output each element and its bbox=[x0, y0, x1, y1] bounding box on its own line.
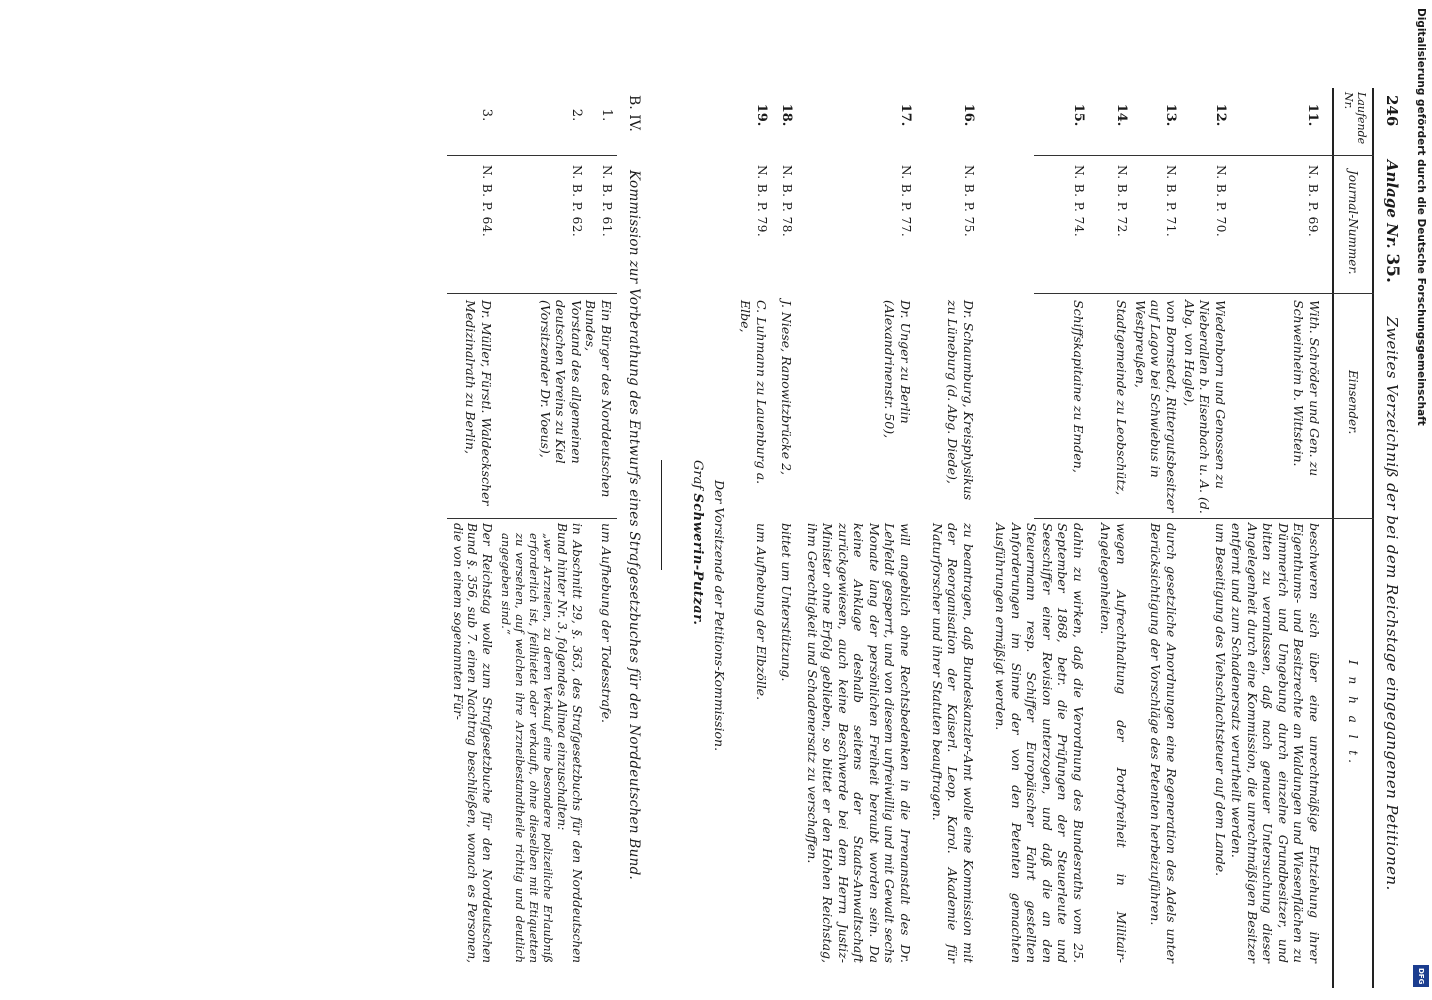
row-number: 12. bbox=[1213, 103, 1228, 127]
sender: Dr. Unger zu Berlin (Alexandrinenstr. 50), bbox=[882, 300, 913, 439]
content: Der Reichstag wolle zum Strafgesetzbuche für den Norddeutschen Bund §. 356, sub 7. einen Nachtrag beschließen, wonach es Personen, die von einem sogenannten Für- bbox=[451, 523, 494, 963]
col-header-inhalt: I n h a l t. bbox=[1346, 660, 1360, 767]
signature-name: Schwerin-Putzar. bbox=[690, 493, 705, 626]
row-number: 1. bbox=[599, 108, 614, 122]
page-header bbox=[1378, 95, 1402, 975]
col-rule-1 bbox=[1034, 155, 1374, 156]
journal-number: N. B. P. 64. bbox=[480, 165, 494, 238]
journal-number: N. B. P. 71. bbox=[1164, 165, 1178, 238]
signature-rule bbox=[661, 460, 662, 570]
sender: Dr. Schaumburg, Kreisphysikus zu Lüneburg (d. Abg. Diede), bbox=[945, 300, 976, 501]
journal-number: N. B. P. 77. bbox=[899, 165, 913, 238]
journal-number: N. B. P. 61. bbox=[600, 165, 614, 238]
sender: With. Schröder und Gen. zu Schweinheim b. Wittstein. bbox=[1291, 300, 1322, 477]
row-number: 2. bbox=[569, 108, 584, 122]
header-rule-top bbox=[1373, 88, 1375, 988]
content: um Aufhebung der Elbzölle. bbox=[754, 523, 769, 701]
col-header-journal: Journal-Nummer. bbox=[1346, 170, 1360, 275]
content-quote: „wer Arzneien, zu deren Verkauf eine besondere polizeiliche Erlaubniß erforderlich ist, feilhietet oder verkauft, ohne dieselben mit Etiquetten zu versehen, auf welchen ihre Arzneibestandtheile richtig und deutlich angegeben sind.“ bbox=[499, 533, 555, 963]
row-number: 17. bbox=[898, 103, 913, 127]
row-number: 15. bbox=[1071, 103, 1086, 127]
signature-name-line bbox=[690, 460, 705, 780]
sender: Wiedenborn und Genossen zu Nieberallen b. Eisenbach u. A. (d. Abg. von Hagle), bbox=[1182, 300, 1228, 514]
content: dahin zu wirken, daß die Verordnung des Bundesraths vom 25. September 1868, betr. die Prüfungen der Steuerleute und Seeschiffer einer Revision unterzogen, und daß die an den Steuermann resp. Schiffer Europäischer Fahrt gestellten Anforderungen im Sinne der von den Petenten gemachten Ausführungen ermäßigt werden. bbox=[993, 523, 1086, 963]
title-prefix: Anlage Nr. bbox=[1383, 159, 1401, 249]
journal-number: N. B. P. 79. bbox=[755, 165, 769, 238]
sender: Stadtgemeinde zu Leobschütz, bbox=[1114, 300, 1129, 496]
col-rule-2 bbox=[1034, 293, 1374, 294]
journal-number: N. B. P. 70. bbox=[1214, 165, 1228, 238]
content: um Aufhebung der Todesstrafe. bbox=[599, 523, 614, 724]
col-header-laufende: Laufende Nr. bbox=[1342, 92, 1368, 145]
sender: Ein Bürger des Norddeutschen Bundes, bbox=[583, 300, 614, 498]
sender: Dr. Müller, Fürstl. Waldeckscher Medizinalrath zu Berlin, bbox=[463, 300, 494, 506]
content bbox=[499, 523, 584, 963]
footer-credit: Digitalisierung gefördert durch die Deutsche Forschungsgemeinschaft bbox=[1415, 8, 1427, 426]
row-number: 14. bbox=[1114, 103, 1129, 127]
header-rule-bottom bbox=[1333, 88, 1335, 988]
content: wegen Aufrechthaltung der Portofreiheit in Militair-Angelegenheiten. bbox=[1098, 523, 1129, 963]
row-number: 13. bbox=[1163, 103, 1178, 127]
row-number: 3. bbox=[479, 108, 494, 122]
sender: C. Luhmann zu Lauenburg a. Elbe, bbox=[738, 300, 769, 485]
row-number: 16. bbox=[961, 103, 976, 127]
content: beschweren sich über eine unrechtmäßige Entziehung ihrer Eigenthums- und Besitzrechte an Waldungen und Wiesenflächen zu Dümmerich und Umgebung durch einzelne Grundbesitzer, und bitten zu veranlassen, daß nach genauer Untersuchung dieser Angelegenheit durch eine Kommission, die unrechtmäßigen Besitzer entfernt und zum Schadenersatz verurtheilt werden. bbox=[1229, 523, 1322, 963]
section-col-rule-3 bbox=[447, 518, 617, 519]
content: zu beantragen, daß Bundeskanzler-Amt wolle eine Kommission mit der Reorganisation der Kaiserl. Leop. Karol. Akademie für Naturforscher und ihrer Statuten beauftragen. bbox=[930, 523, 976, 963]
row-number: 19. bbox=[754, 103, 769, 127]
journal-number: N. B. P. 74. bbox=[1072, 165, 1086, 238]
dfg-logo: DFG bbox=[1413, 965, 1429, 987]
sender: J. Niese, Ranowitzbrücke 2, bbox=[779, 300, 794, 476]
section-col-rule-2 bbox=[447, 293, 617, 294]
journal-number: N. B. P. 69. bbox=[1306, 165, 1320, 238]
content: bittet um Unterstützung. bbox=[779, 523, 794, 682]
section-label: B. IV. bbox=[626, 95, 642, 132]
journal-number: N. B. P. 72. bbox=[1115, 165, 1129, 238]
content: will angeblich ohne Rechtsbedenken in die Irrenanstalt des Dr. Lehfeldt gesperrt, und von diesem unfreiwillig und mit Gewalt sechs Monate lang der persönlichen Freiheit beraubt worden sein. Da keine Anklage deshalb seitens der Staats-Anwaltschaft zurückgewiesen, auch keine Beschwerde bei dem Herrn Justiz-Minister ohne Erfolg geblieben, so bittet er den Hohen Reichstag, ihm Gerechtigkeit und Schadenersatz zu verschaffen. bbox=[805, 523, 913, 963]
content-intro: in Abschnitt 29, §. 363, des Strafgesetzbuchs für den Norddeutschen Bund hinter Nr. 3. folgendes Alinea einzuschalten: bbox=[555, 523, 584, 963]
content: durch gesetzliche Anordnungen eine Regeneration des Adels unter Berücksichtigung der Vorschläge des Petenten herbeizuführen. bbox=[1148, 523, 1179, 963]
journal-number: N. B. P. 78. bbox=[780, 165, 794, 238]
title-number: 35. bbox=[1382, 253, 1402, 283]
journal-number: N. B. P. 75. bbox=[962, 165, 976, 238]
signature-title: Graf bbox=[690, 460, 705, 490]
sender: Vorstand des allgemeinen deutschen Vereins zu Kiel (Vorsitzender Dr. Voeus), bbox=[538, 300, 584, 464]
section-title: Kommission zur Vorberathung des Entwurfs eines Strafgesetzbuches für den Norddeutschen Bund. bbox=[626, 170, 642, 881]
sender: von Bornstedt, Rittergutsbesitzer auf Lagow bei Schwiebus in Westpreußen, bbox=[1133, 300, 1179, 513]
content: um Beseitigung des Viehschlachtsteuer auf dem Lande. bbox=[1213, 523, 1228, 877]
page-number: 246 bbox=[1383, 95, 1401, 127]
col-rule-3 bbox=[1034, 518, 1374, 519]
section-col-rule-1 bbox=[447, 155, 617, 156]
row-number: 11. bbox=[1305, 103, 1320, 127]
signature-role: Der Vorsitzende der Petitions-Kommission. bbox=[712, 480, 727, 752]
journal-number: N. B. P. 62. bbox=[570, 165, 584, 238]
sender: Schiffskapitaine zu Emden, bbox=[1071, 300, 1086, 473]
page-title: Zweites Verzeichniß der bei dem Reichstage eingegangenen Petitionen. bbox=[1383, 316, 1401, 891]
row-number: 18. bbox=[779, 103, 794, 127]
footer-strip bbox=[1410, 0, 1432, 1000]
col-header-einsender: Einsender. bbox=[1346, 370, 1360, 435]
